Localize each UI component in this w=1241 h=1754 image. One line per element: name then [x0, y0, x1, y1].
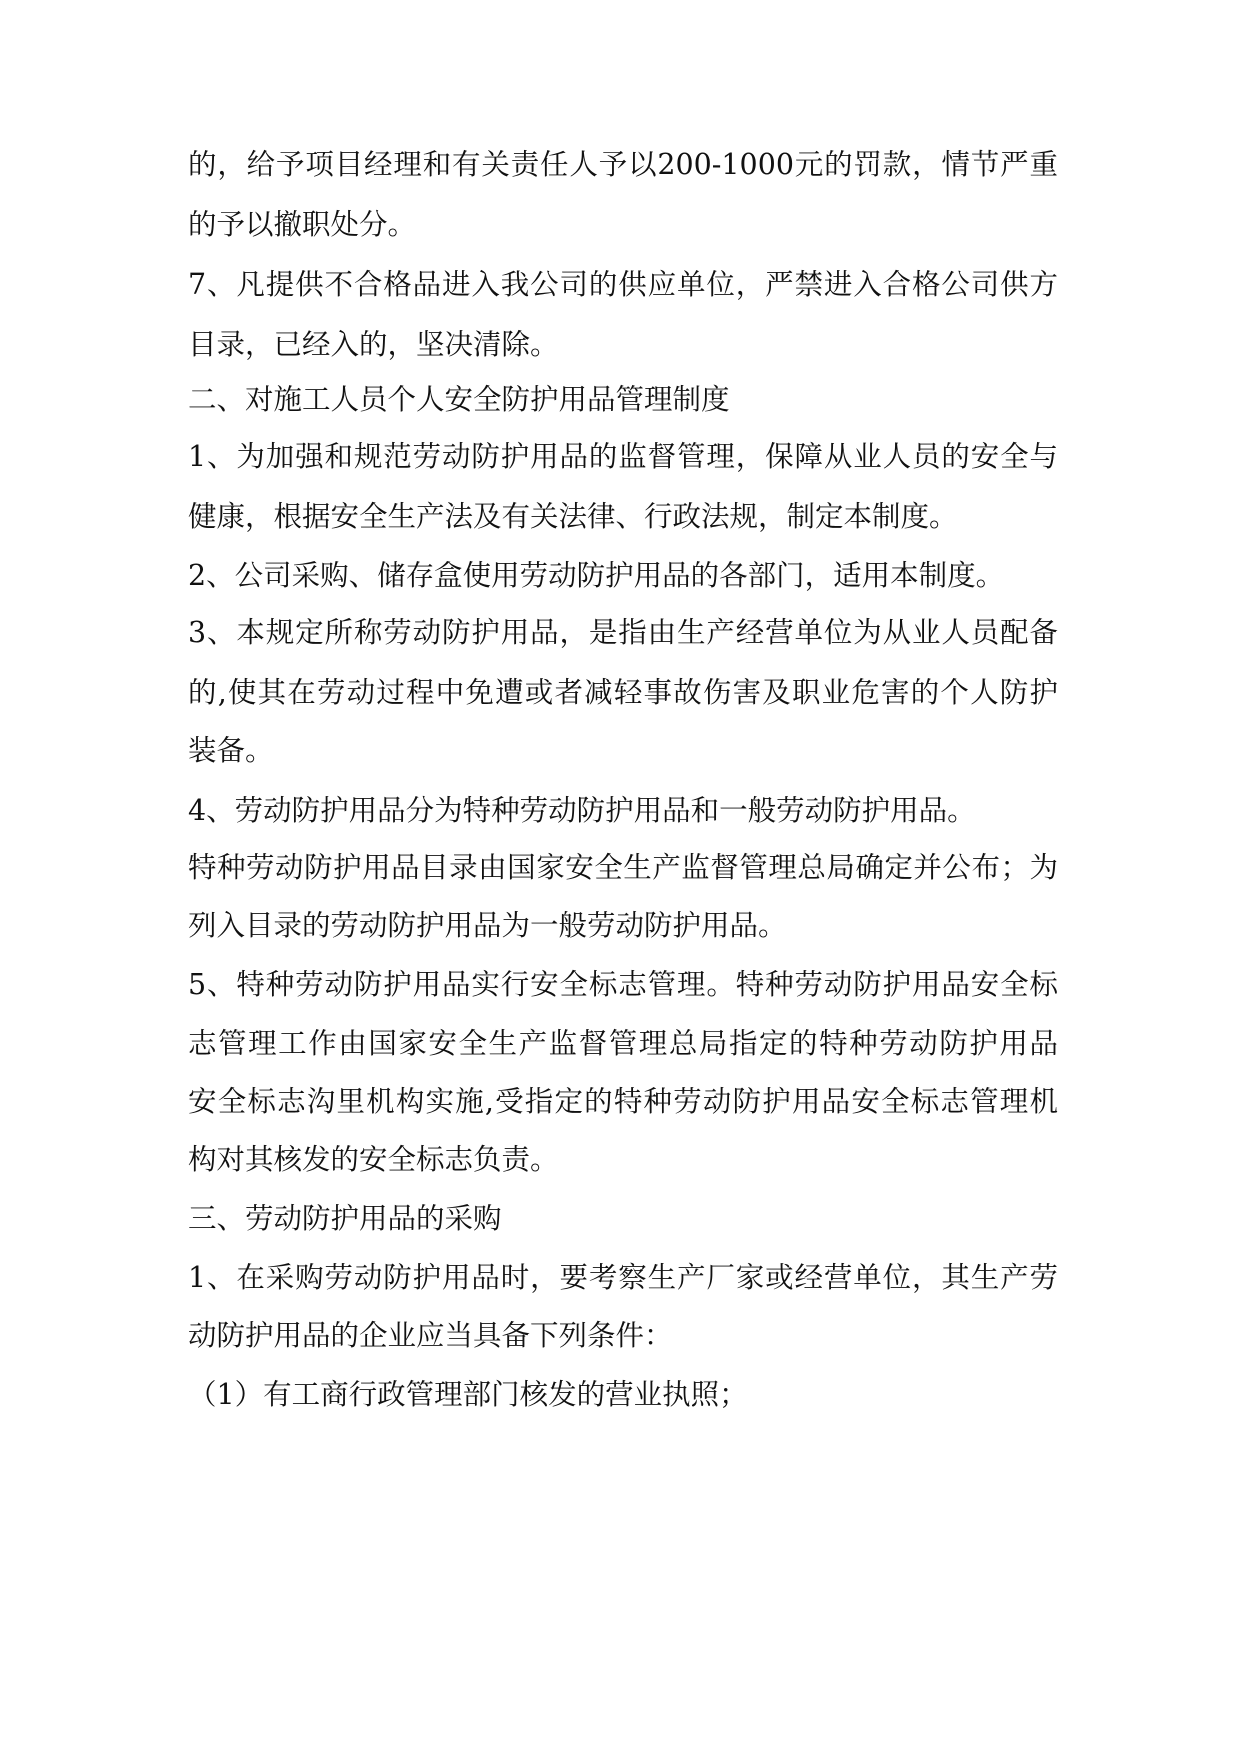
body-text-line: 5、特种劳动防护用品实行安全标志管理。特种劳动防护用品安全标 [188, 968, 1058, 1001]
body-text-line: 动防护用品的企业应当具备下列条件： [188, 1319, 673, 1352]
body-text-line: 装备。 [188, 734, 274, 767]
section-heading: 二、对施工人员个人安全防护用品管理制度 [188, 383, 730, 416]
body-text-line: 特种劳动防护用品目录由国家安全生产监督管理总局确定并公布；为 [188, 851, 1058, 884]
section-heading: 三、劳动防护用品的采购 [188, 1202, 502, 1235]
body-text-line: 7、凡提供不合格品进入我公司的供应单位，严禁进入合格公司供方 [188, 268, 1058, 301]
body-text-line: 的,使其在劳动过程中免遭或者减轻事故伤害及职业危害的个人防护 [188, 676, 1058, 709]
body-text-line: 3、本规定所称劳动防护用品，是指由生产经营单位为从业人员配备 [188, 616, 1058, 649]
body-text-line: （1）有工商行政管理部门核发的营业执照； [188, 1378, 748, 1411]
body-text-line: 的予以撤职处分。 [188, 208, 417, 241]
body-text-line: 健康，根据安全生产法及有关法律、行政法规，制定本制度。 [188, 500, 958, 533]
body-text-line: 1、为加强和规范劳动防护用品的监督管理，保障从业人员的安全与 [188, 440, 1058, 473]
body-text-line: 1、在采购劳动防护用品时，要考察生产厂家或经营单位，其生产劳 [188, 1261, 1058, 1294]
body-text-line: 4、劳动防护用品分为特种劳动防护用品和一般劳动防护用品。 [188, 794, 976, 827]
body-text-line: 的，给予项目经理和有关责任人予以200-1000元的罚款，情节严重 [188, 148, 1058, 181]
body-text-line: 构对其核发的安全标志负责。 [188, 1143, 559, 1176]
body-text-line: 2、公司采购、储存盒使用劳动防护用品的各部门，适用本制度。 [188, 559, 1005, 592]
body-text-line: 安全标志沟里机构实施,受指定的特种劳动防护用品安全标志管理机 [188, 1085, 1058, 1118]
body-text-line: 志管理工作由国家安全生产监督管理总局指定的特种劳动防护用品 [188, 1027, 1058, 1060]
body-text-line: 列入目录的劳动防护用品为一般劳动防护用品。 [188, 909, 787, 942]
body-text-line: 目录，已经入的，坚决清除。 [188, 328, 559, 361]
